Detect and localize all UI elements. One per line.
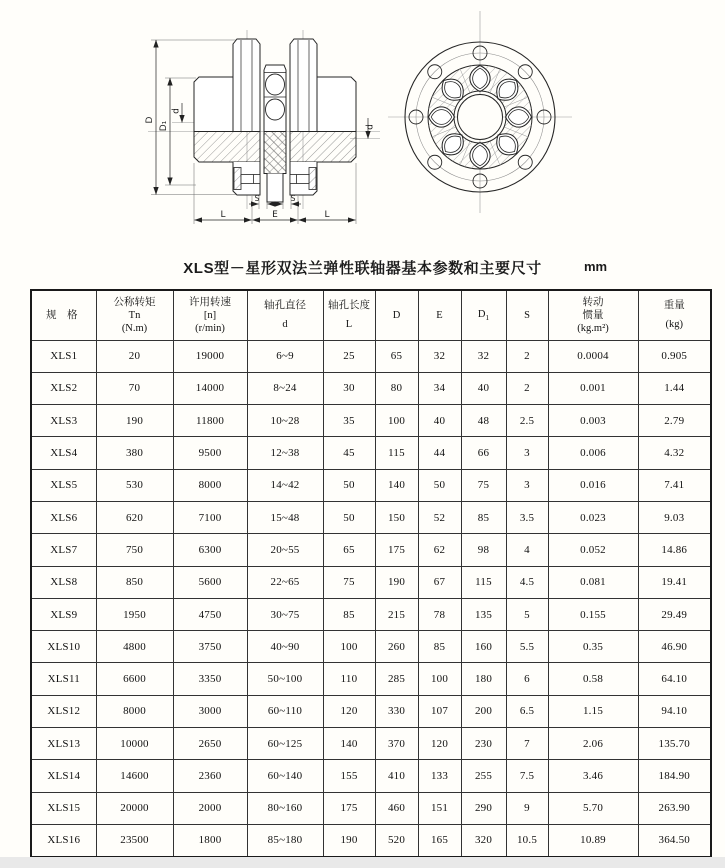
spec-cell: XLS2 — [31, 372, 96, 404]
value-cell: 3.46 — [548, 760, 638, 792]
table-row — [31, 760, 711, 792]
value-cell: 85~180 — [247, 824, 323, 856]
value-cell: 263.90 — [638, 792, 711, 824]
value-cell: 44 — [418, 437, 461, 469]
value-cell: 9 — [506, 792, 548, 824]
coupling-drawing — [0, 0, 725, 250]
value-cell: 2.79 — [638, 405, 711, 437]
value-cell: 67 — [418, 566, 461, 598]
col-header-D1 — [461, 290, 506, 340]
value-cell: 140 — [323, 728, 375, 760]
value-cell: 0.003 — [548, 405, 638, 437]
value-cell: 6300 — [173, 534, 247, 566]
value-cell: 60~140 — [247, 760, 323, 792]
value-cell: 30~75 — [247, 598, 323, 630]
value-cell: 66 — [461, 437, 506, 469]
value-cell: 100 — [375, 405, 418, 437]
value-cell: 64.10 — [638, 663, 711, 695]
value-cell: 7100 — [173, 501, 247, 533]
value-cell: 60~110 — [247, 695, 323, 727]
value-cell: 230 — [461, 728, 506, 760]
table-header — [31, 290, 711, 340]
value-cell: 850 — [96, 566, 173, 598]
value-cell: 20000 — [96, 792, 173, 824]
value-cell: 410 — [375, 760, 418, 792]
value-cell: 115 — [375, 437, 418, 469]
table-row — [31, 631, 711, 663]
value-cell: 175 — [375, 534, 418, 566]
table-row — [31, 437, 711, 469]
spec-cell: XLS10 — [31, 631, 96, 663]
value-cell: 4.32 — [638, 437, 711, 469]
header-line: 规 格 — [45, 309, 82, 321]
value-cell: 7 — [506, 728, 548, 760]
page-bottom-edge — [0, 857, 725, 868]
value-cell: 4.5 — [506, 566, 548, 598]
table-row — [31, 824, 711, 856]
table-row — [31, 501, 711, 533]
value-cell: 750 — [96, 534, 173, 566]
value-cell: 620 — [96, 501, 173, 533]
value-cell: 40 — [418, 405, 461, 437]
table-row — [31, 534, 711, 566]
value-cell: 32 — [418, 340, 461, 372]
table-row — [31, 469, 711, 501]
table-row — [31, 663, 711, 695]
value-cell: 2.5 — [506, 405, 548, 437]
coupling-front-view — [388, 11, 572, 213]
value-cell: 190 — [96, 405, 173, 437]
value-cell: 6~9 — [247, 340, 323, 372]
value-cell: 100 — [418, 663, 461, 695]
table-row — [31, 405, 711, 437]
value-cell: 135 — [461, 598, 506, 630]
dim-label-d-right: d — [365, 124, 376, 130]
value-cell: 45 — [323, 437, 375, 469]
value-cell: 80 — [375, 372, 418, 404]
value-cell: 29.49 — [638, 598, 711, 630]
page-title: XLS型－星形双法兰弹性联轴器基本参数和主要尺寸 — [183, 260, 542, 277]
value-cell: 1800 — [173, 824, 247, 856]
table-row — [31, 792, 711, 824]
value-cell: 0.081 — [548, 566, 638, 598]
value-cell: 3750 — [173, 631, 247, 663]
value-cell: 2 — [506, 372, 548, 404]
spec-cell: XLS9 — [31, 598, 96, 630]
value-cell: 0.023 — [548, 501, 638, 533]
value-cell: 460 — [375, 792, 418, 824]
value-cell: 2 — [506, 340, 548, 372]
col-header-S: S — [506, 290, 548, 340]
value-cell: 370 — [375, 728, 418, 760]
col-header-bore-diameter — [247, 290, 323, 340]
value-cell: 5 — [506, 598, 548, 630]
header-line: Tn — [128, 309, 141, 321]
value-cell: 10000 — [96, 728, 173, 760]
value-cell: 40 — [461, 372, 506, 404]
value-cell: 10.5 — [506, 824, 548, 856]
value-cell: 190 — [375, 566, 418, 598]
value-cell: 3 — [506, 469, 548, 501]
header-line: (r/min) — [195, 322, 225, 334]
value-cell: 530 — [96, 469, 173, 501]
value-cell: 1.44 — [638, 372, 711, 404]
value-cell: 46.90 — [638, 631, 711, 663]
value-cell: 110 — [323, 663, 375, 695]
value-cell: 215 — [375, 598, 418, 630]
value-cell: 100 — [323, 631, 375, 663]
value-cell: 364.50 — [638, 824, 711, 856]
value-cell: 330 — [375, 695, 418, 727]
header-line: D — [477, 309, 486, 321]
header-line: d — [282, 319, 288, 331]
value-cell: 135.70 — [638, 728, 711, 760]
value-cell: 52 — [418, 501, 461, 533]
value-cell: 4 — [506, 534, 548, 566]
dim-label-D: D — [145, 116, 155, 124]
dim-label-S-right: S — [290, 194, 296, 203]
value-cell: 2360 — [173, 760, 247, 792]
spec-cell: XLS1 — [31, 340, 96, 372]
value-cell: 155 — [323, 760, 375, 792]
value-cell: 12~38 — [247, 437, 323, 469]
value-cell: 7.41 — [638, 469, 711, 501]
table-row — [31, 340, 711, 372]
spec-cell: XLS8 — [31, 566, 96, 598]
value-cell: 107 — [418, 695, 461, 727]
value-cell: 85 — [461, 501, 506, 533]
header-line: (kg.m²) — [577, 322, 609, 334]
value-cell: 190 — [323, 824, 375, 856]
value-cell: 285 — [375, 663, 418, 695]
value-cell: 180 — [461, 663, 506, 695]
value-cell: 140 — [375, 469, 418, 501]
value-cell: 165 — [418, 824, 461, 856]
value-cell: 50 — [323, 469, 375, 501]
header-line: 惯量 — [582, 309, 604, 321]
value-cell: 0.58 — [548, 663, 638, 695]
value-cell: 0.016 — [548, 469, 638, 501]
value-cell: 65 — [323, 534, 375, 566]
value-cell: 255 — [461, 760, 506, 792]
dim-label-L-left: L — [220, 210, 226, 220]
spec-cell: XLS16 — [31, 824, 96, 856]
value-cell: 175 — [323, 792, 375, 824]
value-cell: 380 — [96, 437, 173, 469]
value-cell: 80~160 — [247, 792, 323, 824]
value-cell: 290 — [461, 792, 506, 824]
header-line: 轴孔长度 — [328, 300, 370, 312]
value-cell: 184.90 — [638, 760, 711, 792]
value-cell: 14~42 — [247, 469, 323, 501]
bore-circle — [458, 95, 503, 140]
value-cell: 48 — [461, 405, 506, 437]
value-cell: 94.10 — [638, 695, 711, 727]
dim-label-d-left: d — [171, 108, 182, 114]
value-cell: 0.905 — [638, 340, 711, 372]
value-cell: 14000 — [173, 372, 247, 404]
value-cell: 151 — [418, 792, 461, 824]
value-cell: 9.03 — [638, 501, 711, 533]
value-cell: 6.5 — [506, 695, 548, 727]
value-cell: 23500 — [96, 824, 173, 856]
table-row — [31, 372, 711, 404]
value-cell: 19000 — [173, 340, 247, 372]
spec-cell: XLS4 — [31, 437, 96, 469]
col-header-E: E — [418, 290, 461, 340]
header-row — [31, 290, 711, 340]
col-header-spec — [31, 290, 96, 340]
value-cell: 8~24 — [247, 372, 323, 404]
value-cell: 3000 — [173, 695, 247, 727]
value-cell: 200 — [461, 695, 506, 727]
value-cell: 260 — [375, 631, 418, 663]
coupling-section-view — [145, 30, 380, 224]
spec-cell: XLS13 — [31, 728, 96, 760]
value-cell: 32 — [461, 340, 506, 372]
value-cell: 5.5 — [506, 631, 548, 663]
spec-cell: XLS12 — [31, 695, 96, 727]
value-cell: 150 — [375, 501, 418, 533]
value-cell: 85 — [323, 598, 375, 630]
value-cell: 10~28 — [247, 405, 323, 437]
value-cell: 11800 — [173, 405, 247, 437]
value-cell: 3.5 — [506, 501, 548, 533]
value-cell: 8000 — [96, 695, 173, 727]
header-line: 转动 — [582, 296, 604, 308]
value-cell: 19.41 — [638, 566, 711, 598]
col-header-weight — [638, 290, 711, 340]
value-cell: 50 — [418, 469, 461, 501]
value-cell: 133 — [418, 760, 461, 792]
header-line: (N.m) — [121, 322, 148, 334]
value-cell: 3350 — [173, 663, 247, 695]
value-cell: 115 — [461, 566, 506, 598]
value-cell: 50 — [323, 501, 375, 533]
table-body — [31, 340, 711, 857]
spec-cell: XLS6 — [31, 501, 96, 533]
section-upper-profile — [194, 39, 356, 132]
header-line: 公称转矩 — [113, 296, 156, 308]
value-cell: 15~48 — [247, 501, 323, 533]
dim-label-L-right: L — [324, 210, 330, 220]
spec-cell: XLS11 — [31, 663, 96, 695]
value-cell: 2.06 — [548, 728, 638, 760]
value-cell: 120 — [323, 695, 375, 727]
value-cell: 1.15 — [548, 695, 638, 727]
value-cell: 25 — [323, 340, 375, 372]
table-row — [31, 695, 711, 727]
value-cell: 4750 — [173, 598, 247, 630]
value-cell: 4800 — [96, 631, 173, 663]
value-cell: 75 — [323, 566, 375, 598]
dim-label-D1: D₁ — [159, 120, 169, 132]
value-cell: 5.70 — [548, 792, 638, 824]
value-cell: 0.0004 — [548, 340, 638, 372]
col-header-D: D — [375, 290, 418, 340]
value-cell: 34 — [418, 372, 461, 404]
value-cell: 0.006 — [548, 437, 638, 469]
value-cell: 65 — [375, 340, 418, 372]
value-cell: 62 — [418, 534, 461, 566]
value-cell: 6600 — [96, 663, 173, 695]
col-header-speed — [173, 290, 247, 340]
value-cell: 50~100 — [247, 663, 323, 695]
unit-label: mm — [584, 259, 608, 274]
value-cell: 1950 — [96, 598, 173, 630]
value-cell: 7.5 — [506, 760, 548, 792]
col-header-torque — [96, 290, 173, 340]
header-line: L — [345, 319, 353, 331]
value-cell: 98 — [461, 534, 506, 566]
value-cell: 3 — [506, 437, 548, 469]
header-line: 许用转速 — [189, 296, 231, 308]
header-line: (kg) — [665, 319, 683, 331]
value-cell: 70 — [96, 372, 173, 404]
header-line: 轴孔直径 — [264, 300, 306, 312]
value-cell: 78 — [418, 598, 461, 630]
value-cell: 20 — [96, 340, 173, 372]
spec-table — [30, 289, 712, 858]
table-row — [31, 728, 711, 760]
value-cell: 5600 — [173, 566, 247, 598]
dim-label-S-left: S — [254, 194, 260, 203]
value-cell: 20~55 — [247, 534, 323, 566]
value-cell: 2000 — [173, 792, 247, 824]
spec-cell: XLS3 — [31, 405, 96, 437]
value-cell: 30 — [323, 372, 375, 404]
value-cell: 320 — [461, 824, 506, 856]
spec-cell: XLS15 — [31, 792, 96, 824]
table-row — [31, 598, 711, 630]
value-cell: 8000 — [173, 469, 247, 501]
value-cell: 120 — [418, 728, 461, 760]
value-cell: 520 — [375, 824, 418, 856]
spec-cell: XLS5 — [31, 469, 96, 501]
value-cell: 9500 — [173, 437, 247, 469]
table-row — [31, 566, 711, 598]
value-cell: 0.155 — [548, 598, 638, 630]
value-cell: 60~125 — [247, 728, 323, 760]
section-lower-hatched — [194, 132, 356, 203]
spec-cell: XLS14 — [31, 760, 96, 792]
value-cell: 35 — [323, 405, 375, 437]
value-cell: 0.052 — [548, 534, 638, 566]
value-cell: 160 — [461, 631, 506, 663]
value-cell: 0.001 — [548, 372, 638, 404]
value-cell: 0.35 — [548, 631, 638, 663]
value-cell: 40~90 — [247, 631, 323, 663]
header-line: 重量 — [663, 300, 685, 312]
header-line: [n] — [203, 309, 217, 321]
value-cell: 75 — [461, 469, 506, 501]
value-cell: 6 — [506, 663, 548, 695]
col-header-inertia — [548, 290, 638, 340]
value-cell: 2650 — [173, 728, 247, 760]
dim-label-E: E — [272, 210, 278, 220]
value-cell: 10.89 — [548, 824, 638, 856]
col-header-bore-length — [323, 290, 375, 340]
value-cell: 14600 — [96, 760, 173, 792]
value-cell: 85 — [418, 631, 461, 663]
value-cell: 14.86 — [638, 534, 711, 566]
header-subscript: 1 — [485, 313, 490, 323]
value-cell: 22~65 — [247, 566, 323, 598]
spec-cell: XLS7 — [31, 534, 96, 566]
